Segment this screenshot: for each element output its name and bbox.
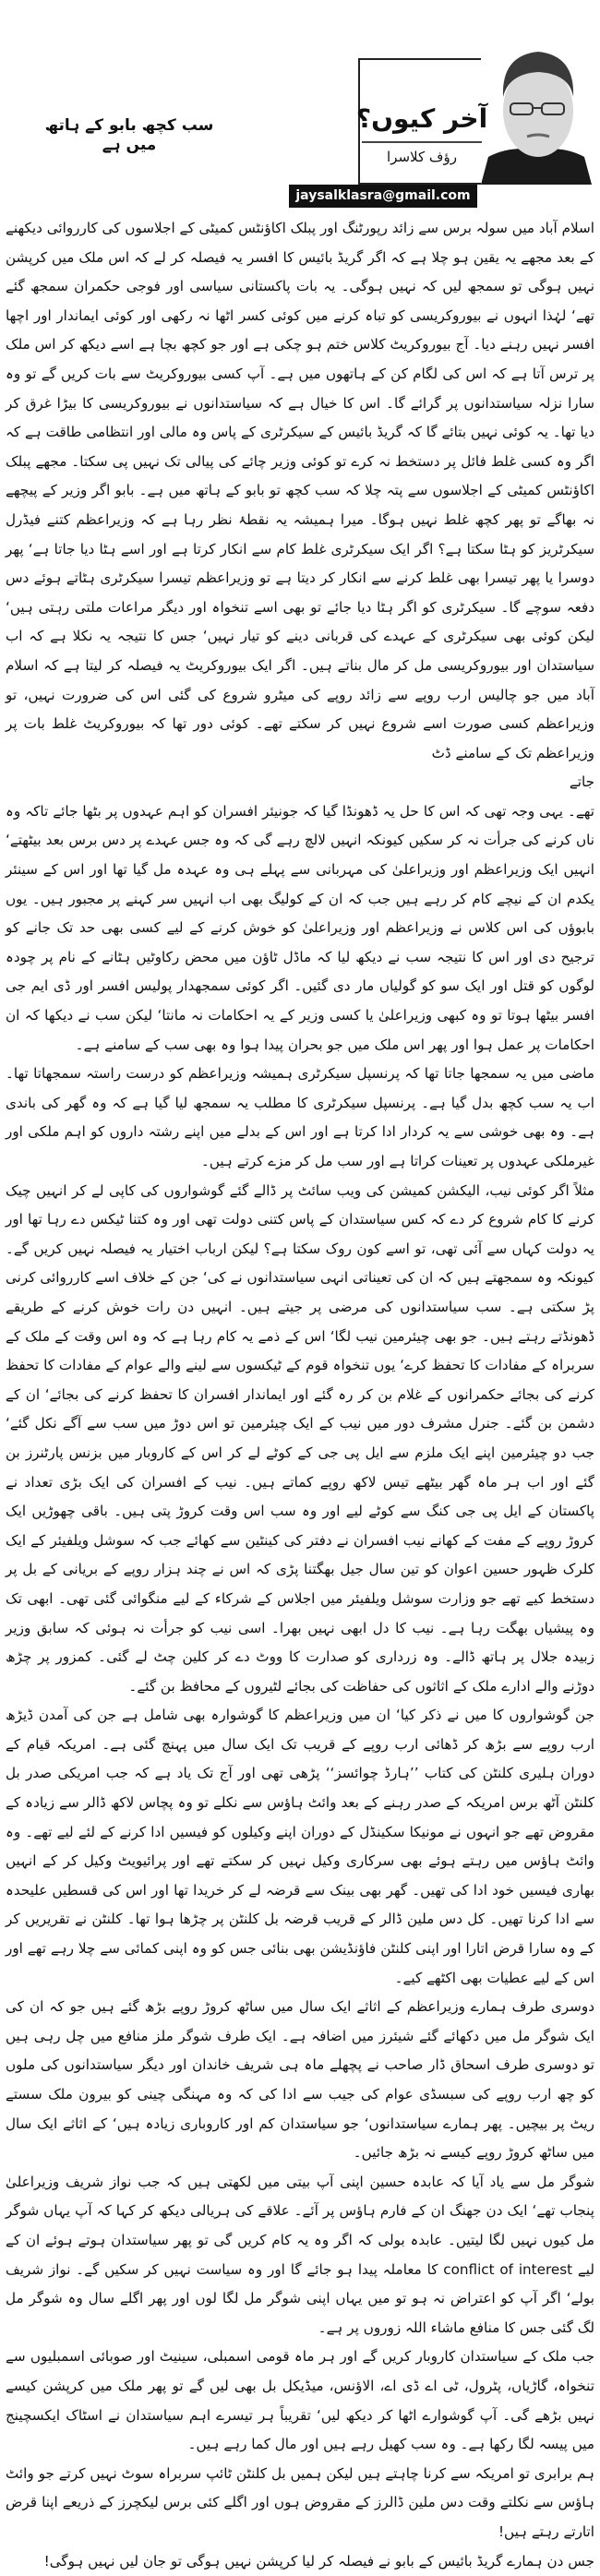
paragraph: ماضی میں یہ سمجھا جاتا تھا کہ پرنسپل سیکرٹری ہمیشہ وزیراعظم کو درست راستہ سمجھاتا تھا۔ اب یہ سب کچھ بدل گیا ہے۔ پرنسپل سیکرٹری کا مطلب یہ سمجھ لیا گیا ہے کہ وہ گھر کی باندی ہے۔ وہ بھی خوشی سے یہ کردار ادا کرتا ہے اور اس کے بدلے میں اپنے رشتہ داروں کو اہم ملکی اور غیرملکی عہدوں پر تعینات کراتا ہے اور سب مل کر مزے کرتے ہیں۔: [6, 1060, 594, 1176]
paragraph: جس دن ہمارے گریڈ بائیس کے بابو نے فیصلہ کر لیا کرپشن نہیں ہوگی تو جان لیں نہیں ہوگی!: [6, 2547, 594, 2576]
paragraph: ہم برابری تو امریکہ سے کرنا چاہتے ہیں لیکن ہمیں بل کلنٹن ٹائپ سربراہ سوٹ نہیں کرتے جو وائٹ ہاؤس سے نکلتے وقت دس ملین ڈالرز کے مقروض ہوں اور اگلے کئی برس لیکچرز کے ذریعے اپنا قرض اتارتے رہتے ہیں!: [6, 2460, 594, 2547]
column-logo-text: [362, 101, 482, 167]
divider: [362, 141, 482, 143]
paragraph: جب ملک کے سیاستدان کاروبار کریں گے اور ہر ماہ قومی اسمبلی، سینیٹ اور صوبائی اسمبلیوں سے تنخواہ، گاڑیاں، پٹرول، ٹی اے ڈی اے، الاؤنس، میڈیکل بل بھی لیں گے تو پھر ملک میں کرپشن کیسے نہیں بڑھے گی۔ آپ گوشوارے اٹھا کر دیکھ لیں‘ تقریباً ہر تیسرے اہم سیاستدان نے اسٹاک ایکسچینج میں پیسہ لگا رکھا ہے۔ وہ سب کھیل رہے ہیں اور مال کما رہے ہیں۔: [6, 2342, 594, 2459]
paragraph: جاتے: [6, 768, 594, 797]
paragraph: شوگر مل سے یاد آیا کہ عابدہ حسین اپنی آپ بیتی میں لکھتی ہیں کہ جب نواز شریف وزیراعلیٰ پنجاب تھے‘ ایک دن جھنگ ان کے فارم ہاؤس پر آئے۔ علاقے کی ہریالی دیکھ کر کہا کہ آپ یہاں شوگر مل کیوں نہیں لگا لیتیں۔ عابدہ بولی کہ اگر وہ یہ کام کریں گی تو پھر سیاستدان ہوتے ہوئے ان کے لیے conflict of interest کا معاملہ پیدا ہو جائے گا اور وہ سیاست نہیں کر سکیں گے۔ نواز شریف بولے‘ اگر آپ کو اعتراض نہ ہو تو میں یہاں اپنی شوگر مل لگا لوں اور پھر اگلے سال وہ شوگر مل لگ گئی جس کا منافع ماشاء اللہ زوروں پر ہے۔: [6, 2168, 594, 2343]
paragraph: مثلاً اگر کوئی نیب، الیکشن کمیشن کی ویب سائٹ پر ڈالے گئے گوشواروں کی کاپی لے کر انہیں چیک کرنے کا کام شروع کر دے کہ کس سیاستدان کے پاس کتنی دولت تھی اور وہ کتنا ٹیکس دے رہا تھا اور یہ دولت کہاں سے آئی تھی، تو اسے کون روک سکتا ہے؟ لیکن ارباب اختیار یہ فیصلہ نہیں کریں گے۔ کیونکہ وہ سمجھتے ہیں کہ ان کی تعیناتی انہی سیاستدانوں نے کی‘ جن کے خلاف اسے کارروائی کرنی پڑ سکتی ہے۔ سب سیاستدانوں کی مرضی پر جیتے ہیں۔ انہیں دن رات خوش کرنے کے طریقے ڈھونڈتے رہتے ہیں۔ جو بھی چیئرمین نیب لگا‘ اس کے ذمے یہ کام رہا ہے کہ وہ اس وقت کے ملک کے سربراہ کے مفادات کا تحفظ کرے‘ یوں تنخواہ قوم کے ٹیکسوں سے لینے والے عوام کے مفادات کا تحفظ کرنے کی بجائے حکمرانوں کے غلام بن کر رہ گئے اور ایماندار افسران کا تحفظ کرنے کی بجائے‘ ان کے دشمن بن گئے۔ جنرل مشرف دور میں نیب کے ایک چیئرمین تو اس دوڑ میں سب سے آگے نکل گئے‘ جب دو چیئرمین اپنے ایک ملزم سے ایل پی جی کے کوٹے لے کر اس کے کاروبار میں بزنس پارٹنرز بن گئے اور اب ہر ماہ گھر بیٹھے تیس لاکھ روپے کماتے ہیں۔ نیب کے افسران کی ایک بڑی تعداد نے پاکستان کے ایل پی جی کنگ سے کوٹے لیے اور وہ سب اس وقت کروڑ پتی ہیں۔ باقی چھوڑیں ایک کروڑ روپے کے مفت کے کھانے نیب افسران نے دفتر کی کینٹین سے کھائے جب کہ سوشل ویلفیئر کے ایک کلرک ظہور حسین اعوان کو تین سال جیل بھگتنا پڑی کہ اس نے چند ہزار روپے کے بریانی کے بل پر دستخط کیے تھے جو وزارت سوشل ویلفیئر میں اجلاس کے شرکاء کے لیے منگوائی گئی تھی۔ ابھی تک وہ پیشیاں بھگت رہا ہے۔ نیب کا دل ابھی نہیں بھرا۔ اسی نیب کو جرأت نہ ہوئی کہ سابق وزیر زبیدہ جلال پر ہاتھ ڈالے۔ وہ زرداری کو صدارت کا ووٹ دے کر کلین چٹ لے گئی۔ کمزور پر چڑھ دوڑنے والے ادارے ملک کے اثاثوں کی حفاظت کی بجائے لٹیروں کے محافظ بن گئے۔: [6, 1177, 594, 1702]
author-email: jaysalklasra@gmail.com: [289, 185, 477, 208]
paragraph: تھے۔ یہی وجہ تھی کہ اس کا حل یہ ڈھونڈا گیا کہ جونیئر افسران کو اہم عہدوں پر بٹھا جائے تاکہ وہ ناں کرنے کی جرأت نہ کر سکیں کیونکہ انہیں لالچ رہے گی کہ وہ جس عہدے پر دس برس بعد بیٹھتے‘ انہیں ایک وزیراعظم اور وزیراعلیٰ کی مہربانی سے پہلے ہی وہ عہدہ مل گیا تھا اور اس کے سینئر یکدم ان کے نیچے کام کر رہے ہیں جب کہ ان کے کولیگ بھی اب انہیں سر کہنے پر مجبور ہیں۔ یوں بابوؤں کی اس کلاس نے وزیراعظم اور وزیراعلیٰ کو خوش کرنے کے لیے کسی بھی حد تک جانے کو ترجیح دی اور اس کا نتیجہ سب نے دیکھ لیا کہ ماڈل ٹاؤن میں محض رکاوٹیں ہٹانے کے نام پر چودہ لوگوں کو قتل اور ایک سو کو گولیاں مار دی گئیں۔ اگر کوئی سمجھدار پولیس افسر اور ڈی ایم جی افسر بیٹھا ہوتا تو وہ کبھی وزیراعلیٰ یا کسی وزیر کے یہ احکامات نہ مانتا‘ لیکن سب نے دیکھا کہ ان احکامات پر عمل ہوا اور پھر اس ملک میں جو بحران پیدا ہوا وہ بھی سب کے سامنے ہے۔: [6, 797, 594, 1060]
author-name: رؤف کلاسرا: [387, 147, 457, 167]
paragraph: جن گوشواروں کا میں نے ذکر کیا‘ ان میں وزیراعظم کا گوشوارہ بھی شامل ہے جن کی آمدن ڈیڑھ ارب روپے سے بڑھ کر ڈھائی ارب روپے کے قریب تک ایک سال میں پہنچ گئی ہے۔ امریکہ قیام کے دوران ہلیری کلنٹن کی کتاب ’’ہارڈ چوائسز‘‘ پڑھی تھی اور آج تک یاد ہے کہ جب امریکی صدر بل کلنٹن آٹھ برس امریکہ کے صدر رہنے کے بعد وائٹ ہاؤس سے نکلے تو وہ پچاس لاکھ ڈالر سے زیادہ کے مقروض تھے جو انہوں نے مونیکا سکینڈل کے دوران اپنے وکیلوں کو فیسیں ادا کرنے کے لئے لیے تھے۔ وہ وائٹ ہاؤس میں رہتے ہوئے بھی سرکاری وکیل نہیں کر سکتے تھے اور پرائیویٹ وکیل کر کے انہیں بھاری فیسیں خود ادا کی تھیں۔ گھر بھی بینک سے قرضہ لے کر خریدا تھا اور اس کی قسطیں علیحدہ سے ادا کرنا تھیں۔ کل دس ملین ڈالر کے قریب قرضہ بل کلنٹن پر چڑھا ہوا تھا۔ کلنٹن نے تقریریں کر کے وہ سارا قرض اتارا اور اپنی کلنٹن فاؤنڈیشن بھی بنائی جس کو وہ اپنی کمائی سے چلا رہے تھے اور اس کے لیے عطیات بھی اکٹھے کیے۔: [6, 1701, 594, 1993]
paragraph: دوسری طرف ہمارے وزیراعظم کے اثاثے ایک سال میں ساٹھ کروڑ روپے بڑھ گئے ہیں جو کہ ان کی ایک شوگر مل میں دکھائے گئے شیئرز میں اضافہ ہے۔ ایک طرف شوگر ملز منافع میں چل رہی ہیں تو دوسری طرف اسحاق ڈار صاحب نے پچھلے ماہ ہی شریف خاندان اور دیگر سیاستدانوں کی ملوں کو چھ ارب روپے کی سبسڈی عوام کی جیب سے ادا کی کہ وہ مہنگی چینی کو بیرون ملک سستے ریٹ پر بیچیں۔ پھر ہمارے سیاستدانوں‘ جو سیاستدان کم اور کاروباری زیادہ ہیں‘ کے اثاثے ایک سال میں ساٹھ کروڑ روپے کیسے نہ بڑھ جائیں۔: [6, 1993, 594, 2168]
article-body: [6, 214, 594, 2576]
column-name: آخر کیوں؟: [356, 101, 487, 138]
author-photo-icon: [481, 46, 592, 185]
article-title: سب کچھ بابو کے ہاتھ میں ہے: [37, 115, 222, 154]
column-logo: [358, 58, 592, 185]
paragraph: اسلام آباد میں سولہ برس سے زائد رپورٹنگ اور پبلک اکاؤنٹس کمیٹی کے اجلاسوں کی کارروائی دیکھنے کے بعد مجھے یہ یقین ہو چلا ہے کہ اگر گریڈ بائیس کا افسر یہ فیصلہ کر لے کہ اس ملک میں کرپشن نہیں ہوگی تو سمجھ لیں کہ نہیں ہوگی۔ یہ بات پاکستانی سیاسی اور فوجی حکمران سمجھ گئے تھے‘ لہٰذا انہوں نے بیوروکریسی کو تباہ کرنے میں کوئی کسر اٹھا نہ رکھی اور کوئی ایماندار اور اچھا افسر نہیں رہنے دیا۔ آج بیوروکریٹ کلاس ختم ہو چکی ہے اور جو کچھ بچا ہے اسے دیکھ کر اس ملک پر ترس آتا ہے کہ اس کی لگام کن کے ہاتھوں میں ہے۔ آپ کسی بیوروکریٹ سے بات کریں گے تو وہ سارا نزلہ سیاستدانوں پر گرائے گا۔ اس کا خیال ہے کہ سیاستدانوں نے بیوروکریسی کا بیڑا غرق کر دیا تھا۔ یہ کوئی نہیں بتائے گا کہ گریڈ بائیس کے سیکرٹری کے پاس وہ مالی اور انتظامی طاقت ہے کہ اگر وہ کسی غلط فائل پر دستخط نہ کرے تو کوئی وزیر چائے کی پیالی تک نہیں پی سکتا۔ مجھے پبلک اکاؤنٹس کمیٹی کے اجلاسوں سے پتہ چلا کہ سب کچھ تو بابو کے ہاتھ میں ہے۔ بابو اگر وزیر کے پیچھے نہ بھاگے تو پھر کچھ غلط نہیں ہوگا۔ میرا ہمیشہ یہ نقطۂ نظر رہا ہے کہ وزیراعظم کتنے فیڈرل سیکرٹریز کو ہٹا سکتا ہے؟ اگر ایک سیکرٹری غلط کام سے انکار کرتا ہے اور اسے ہٹا دیا جاتا ہے‘ پھر دوسرا یا پھر تیسرا بھی غلط کرنے سے انکار کر دیتا ہے تو وزیراعظم تیسرا سیکرٹری ہٹاتے ہوئے دس دفعہ سوچے گا۔ سیکرٹری کو اگر ہٹا دیا جائے تو بھی اسے تنخواہ اور دیگر مراعات ملتی رہتی ہیں‘ لیکن کوئی بھی سیکرٹری کے عہدے کی قربانی دینے کو تیار نہیں‘ جس کا نتیجہ یہ نکلا ہے کہ اب سیاستدان اور بیوروکریسی مل کر مال بناتے ہیں۔ اگر ایک بیوروکریٹ یہ فیصلہ کر لیتا ہے کہ اسلام آباد میں جو چالیس ارب روپے سے زائد روپے کی میٹرو شروع کی گئی اس کی ضرورت نہیں، تو وزیراعظم کسی صورت اسے شروع نہیں کر سکتے تھے۔ کوئی دور تھا کہ بیوروکریٹ غلط بات پر وزیراعظم تک کے سامنے ڈٹ: [6, 214, 594, 768]
